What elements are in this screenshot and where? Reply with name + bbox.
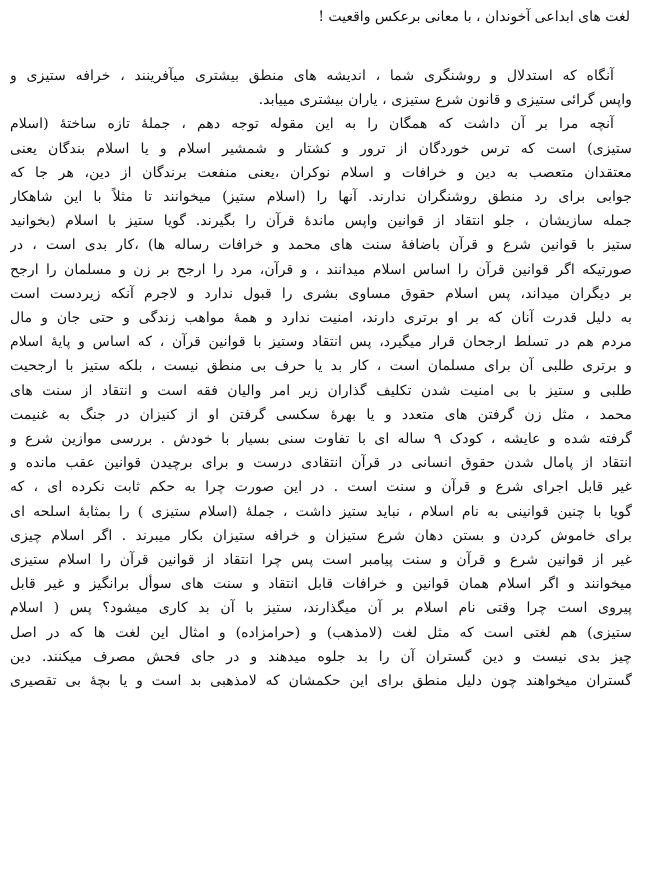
paragraph-2-line: مردم هم در تسلط ارجحان قرار میگیرد، پس انتقاد وستیز با قوانین قرآن ، که اساس و پایهٔ اسلام (10, 334, 632, 351)
paragraph-2-line-1: آنچه مرا بر آن داشت که همگان را به این مقوله توجه دهم ، جملهٔ تازه ساختهٔ (اسلام (10, 116, 614, 133)
title-spacer (10, 29, 632, 64)
paragraph-2-line: گویا با چنین قوانینی به نام اسلام ، نباید ستیز داشت ، جملهٔ (اسلام ستیزی ) را بمثابهٔ اسلحه ای (10, 503, 632, 520)
paragraph-2-line: غیر قابل اجرای شرع و قرآن و سنت است . در این صورت چرا به حکم ثابت نکرده ای ، که (10, 479, 632, 496)
paragraph-2-line: طلبی و ستیز با بی امنیت شدن تکلیف گذاران زیر امر والیان فقه است و انتقاد از سنت های (10, 382, 632, 399)
paragraph-2-line: ستیزی) است که ترس خوردگان از ترور و کشتار و شمشیر اسلام و یا اسلام بندگان یعنی (10, 140, 632, 157)
document-body (10, 64, 632, 693)
paragraph-2-line: بر دیگران میداند، پس اسلام حقوق مساوی بشری را قبول ندارد و لاجرم آنکه زیردست است (10, 285, 632, 302)
paragraph-2-line: چیز بدی نیست و دین گستران آن را بد جلوه میدهند و در جای فحش مصرف میکنند. دین (10, 648, 632, 665)
paragraph-2-line: و برتری طلبی آن برای مسلمان است ، کار بد یا حرف بی منطق نیست ، بلکه ستیز با ارجحیت (10, 358, 632, 375)
paragraph-2-line: گرفته شده و عایشه ، کودک ۹ ساله ای با تفاوت سنی بسیار با خودش . بررسی موازین شرع و (10, 431, 632, 448)
paragraph-2-line: معتقدان متعصب به دین و خرافات و اسلام نوکران ،یعنی منفعت برندگان از دین، هر جا که (10, 164, 632, 181)
paragraph-2-line: جمله سازیشان ، جلو انتقاد از قوانین واپس ماندهٔ قرآن را بگیرند. گویا ستیز با اسلام (بخوانید (10, 213, 632, 230)
paragraph-2-line: ستیزی) هم لغتی است که مثل لغت (لامذهب) و (حرامزاده) و امثال این لغت ها که در اصل (10, 624, 632, 641)
paragraph-2-line: پیروی است چرا وقتی نام اسلام بر آن میگذارند، ستیز با آن بد کاری میشود؟ پس ( اسلام (10, 600, 632, 617)
paragraph-2-line: ستیز با قوانین شرع و قرآن باضافهٔ سنت های محمد و خرافات رساله ها) ،کار بدی است ، در (10, 237, 632, 254)
paragraph-1-line-2: واپس گرائی ستیزی و قانون شرع ستیزی ، یاران بیشتری مییابد. (258, 92, 632, 109)
paragraph-1-line-1: آنگاه که استدلال و روشنگری شما ، اندیشه های منطق بیشتری میآفرینند ، خرافه ستیزی و (10, 68, 614, 84)
paragraph-2-line: جوابی برای رد منطق روشنگران ندارند. آنها را (اسلام ستیز) میخوانند تا مثلاً با این شاهکار (10, 189, 632, 206)
paragraph-2-line: صورتیکه اگر قوانین قرآن را اساس اسلام میدانند ، و قرآن، مرد را ارجح بر زن و مسلمان را ارجح (10, 261, 632, 278)
document-title: لغت های ابداعی آخوندان ، با معانی برعکس واقعیت ! (318, 9, 630, 25)
paragraph-2-line: محمد ، مثل زن گرفتن های متعدد و یا بهرهٔ سکسی گرفتن او از کنیزان در جنگ به غنیمت (10, 406, 632, 423)
paragraph-2-line: گستران میخواهند چون دلیل منطق برای این حکمشان که لامذهبی بد است و یا بچهٔ بی تقصیری (10, 673, 632, 690)
paragraph-2-line: غیر از قوانین شرع و قرآن و سنت پیامبر است پس چرا انتقاد از قوانین قرآن را اسلام ستیزی (10, 552, 632, 569)
paragraph-2-line: به دلیل قدرت آنان که بر او برتری دارند، امنیت ندارد و همهٔ مواهب زندگی و حتی جان و مال (10, 310, 632, 327)
paragraph-2-line: برای خاموش کردن و بستن دهان شرع ستیزان و خرافه ستیزان بکار میبرند . اگر اسلام چیزی (10, 527, 632, 544)
paragraph-2-line: انتقاد از پامال شدن حقوق انسانی در قرآن انتقادی درست و برای برچیدن قوانین عقب مانده و (10, 455, 632, 472)
paragraph-2-line: میخوانند و اگر اسلام همان قوانین و خرافات قابل انتقاد و سنت های سوأل برانگیز و غیر قابل (10, 576, 632, 593)
